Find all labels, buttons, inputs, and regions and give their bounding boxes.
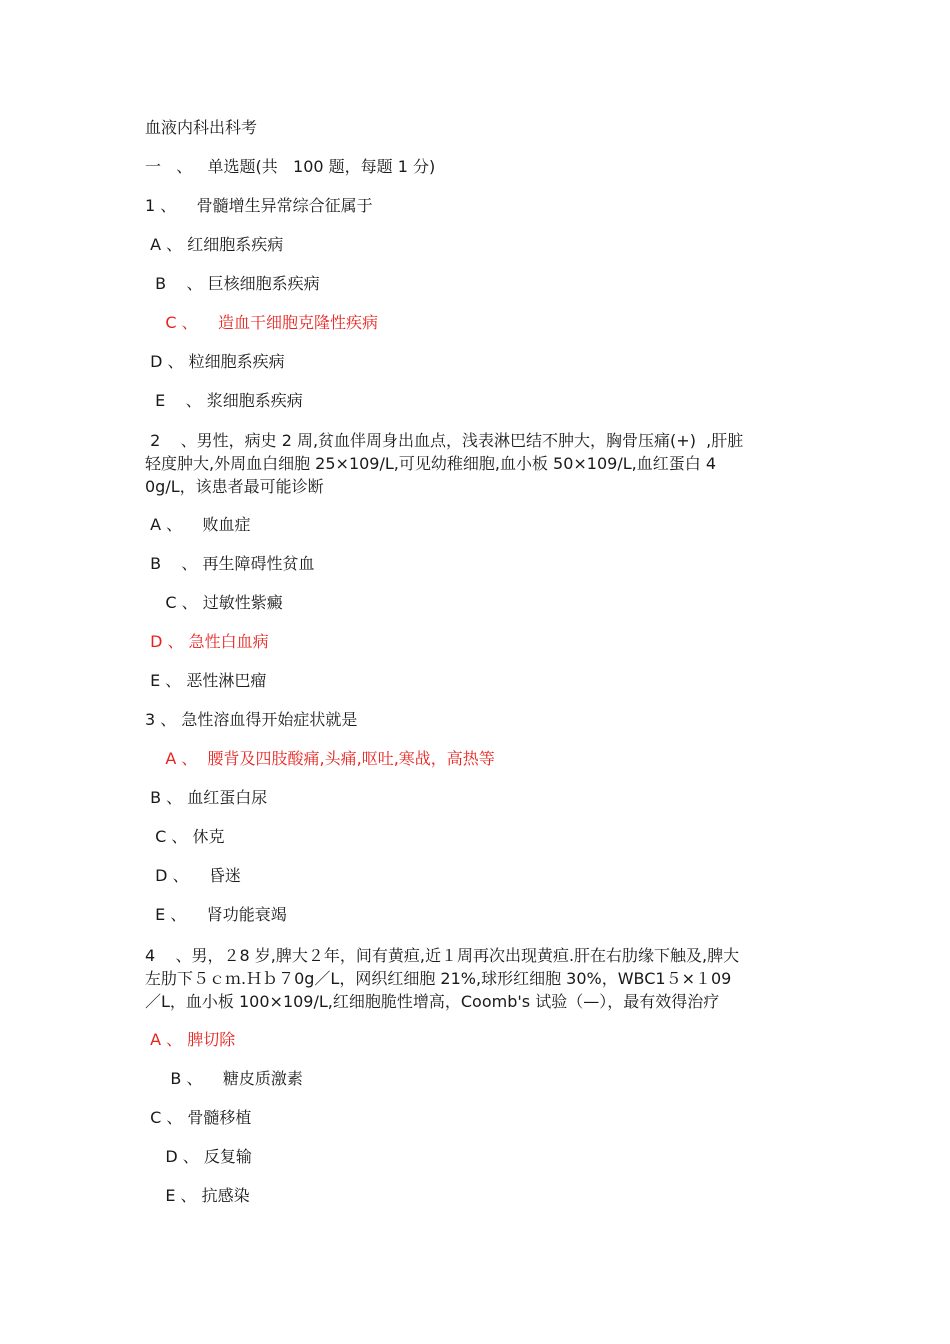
question-1-option-e: E 、 浆细胞系疾病 <box>145 391 303 410</box>
question-2-stem <box>145 429 810 498</box>
question-3-option-b: B 、 血红蛋白尿 <box>145 788 268 807</box>
document-title: 血液内科出科考 <box>145 118 258 137</box>
question-2-stem-line-1: 2 、男性，病史 2 周,贫血伴周身出血点，浅表淋巴结不肿大，胸骨压痛(+) ,肝脏 <box>145 431 744 450</box>
question-2-option-c: C 、 过敏性紫癜 <box>145 593 283 612</box>
question-3-option-a-answer: A 、 腰背及四肢酸痛,头痛,呕吐,寒战，高热等 <box>145 749 495 768</box>
question-3-option-e: E 、 肾功能衰竭 <box>145 905 287 924</box>
question-3-option-d: D 、 昏迷 <box>145 866 241 885</box>
question-1-option-a: A 、 红细胞系疾病 <box>145 235 284 254</box>
question-4-option-d: D 、 反复输 <box>145 1147 252 1166</box>
question-2-option-d-answer: D 、 急性白血病 <box>145 632 269 651</box>
question-4-option-b: B 、 糖皮质激素 <box>145 1069 303 1088</box>
question-3-option-c: C 、 休克 <box>145 827 225 846</box>
question-4-stem <box>145 944 810 1013</box>
question-4-stem-line-2: 左肋下５ｃｍ.Ｈｂ７0g／L，网织红细胞 21%,球形红细胞 30%，WBC1５×１09 <box>145 969 732 988</box>
section-heading: 一 、 单选题(共 100 题，每题 1 分) <box>145 157 436 176</box>
question-1-option-d: D 、 粒细胞系疾病 <box>145 352 285 371</box>
question-4-stem-line-3: ／L，血小板 100×109/L,红细胞脆性增高，Coomb's 试验（—），最有效得治疗 <box>145 992 720 1011</box>
question-2-stem-line-2: 轻度肿大,外周血白细胞 25×109/L,可见幼稚细胞,血小板 50×109/L,血红蛋白 4 <box>145 454 717 473</box>
question-2-option-a: A 、 败血症 <box>145 515 251 534</box>
question-2-option-e: E 、 恶性淋巴瘤 <box>145 671 267 690</box>
question-4-option-a-answer: A 、 脾切除 <box>145 1030 236 1049</box>
question-3-stem: 3 、 急性溶血得开始症状就是 <box>145 710 358 729</box>
question-1-option-c-answer: C 、 造血干细胞克隆性疾病 <box>145 313 378 332</box>
question-4-stem-line-1: 4 、男，２8 岁,脾大２年，间有黄疸,近１周再次出现黄疸.肝在右肋缘下触及,脾大 <box>145 946 740 965</box>
question-1-stem: 1 、 骨髓增生异常综合征属于 <box>145 196 373 215</box>
question-2-stem-line-3: 0g/L，该患者最可能诊断 <box>145 477 324 496</box>
question-2-option-b: B 、 再生障碍性贫血 <box>145 554 315 573</box>
question-1-option-b: B 、 巨核细胞系疾病 <box>145 274 320 293</box>
question-4-option-c: C 、 骨髓移植 <box>145 1108 252 1127</box>
question-4-option-e: E 、 抗感染 <box>145 1186 250 1205</box>
